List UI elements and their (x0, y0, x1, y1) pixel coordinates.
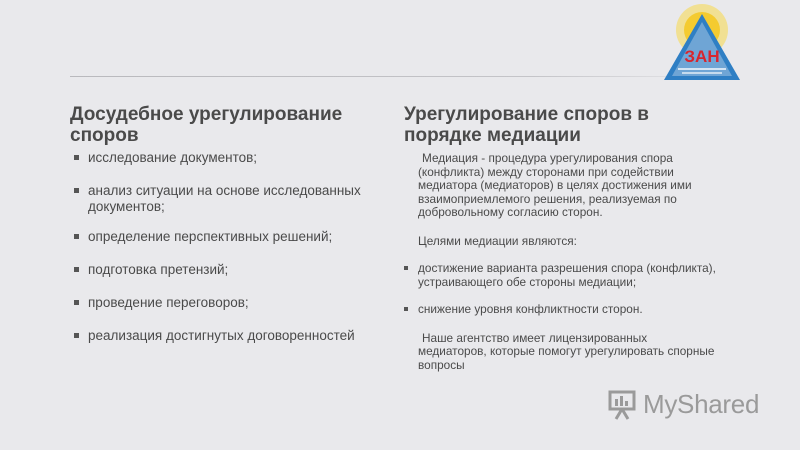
list-item: проведение переговоров; (70, 295, 400, 311)
mediation-definition: Медиация - процедура урегулирования спора (конфликта) между сторонами при содействии медиатора (медиаторов) в целях достижения ими взаимоприемлемого решения, реализуемая по добровольному согласию сторон. (418, 151, 692, 219)
list-item: реализация достигнутых договоренностей (70, 328, 400, 344)
goals-list (418, 262, 718, 317)
myshared-watermark (605, 386, 765, 422)
goals-intro: Целями медиации являются: (418, 233, 577, 248)
mediation-description (418, 152, 718, 372)
pretrial-services-list (70, 150, 400, 361)
presentation-board-icon (605, 388, 639, 422)
logo-text: ЗАН (684, 47, 720, 66)
list-item: достижение варианта разрешения спора (конфликта), устраивающего обе стороны медиации; (418, 262, 718, 289)
left-column-title: Досудебное урегулирование споров (70, 104, 343, 146)
list-item: снижение уровня конфликтности сторон. (418, 303, 718, 317)
list-item: определение перспективных решений; (70, 229, 400, 245)
watermark-text: MyShared (643, 389, 760, 419)
right-column-title: Урегулирование споров в порядке медиации (404, 104, 649, 146)
agency-note: Наше агентство имеет лицензированных медиаторов, которые помогут урегулировать спорные вопросы (418, 330, 715, 372)
header-divider (70, 76, 730, 77)
list-item: подготовка претензий; (70, 262, 400, 278)
agency-logo-icon (648, 0, 756, 86)
list-item: анализ ситуации на основе исследованных документов; (70, 183, 400, 215)
list-item: исследование документов; (70, 150, 400, 166)
